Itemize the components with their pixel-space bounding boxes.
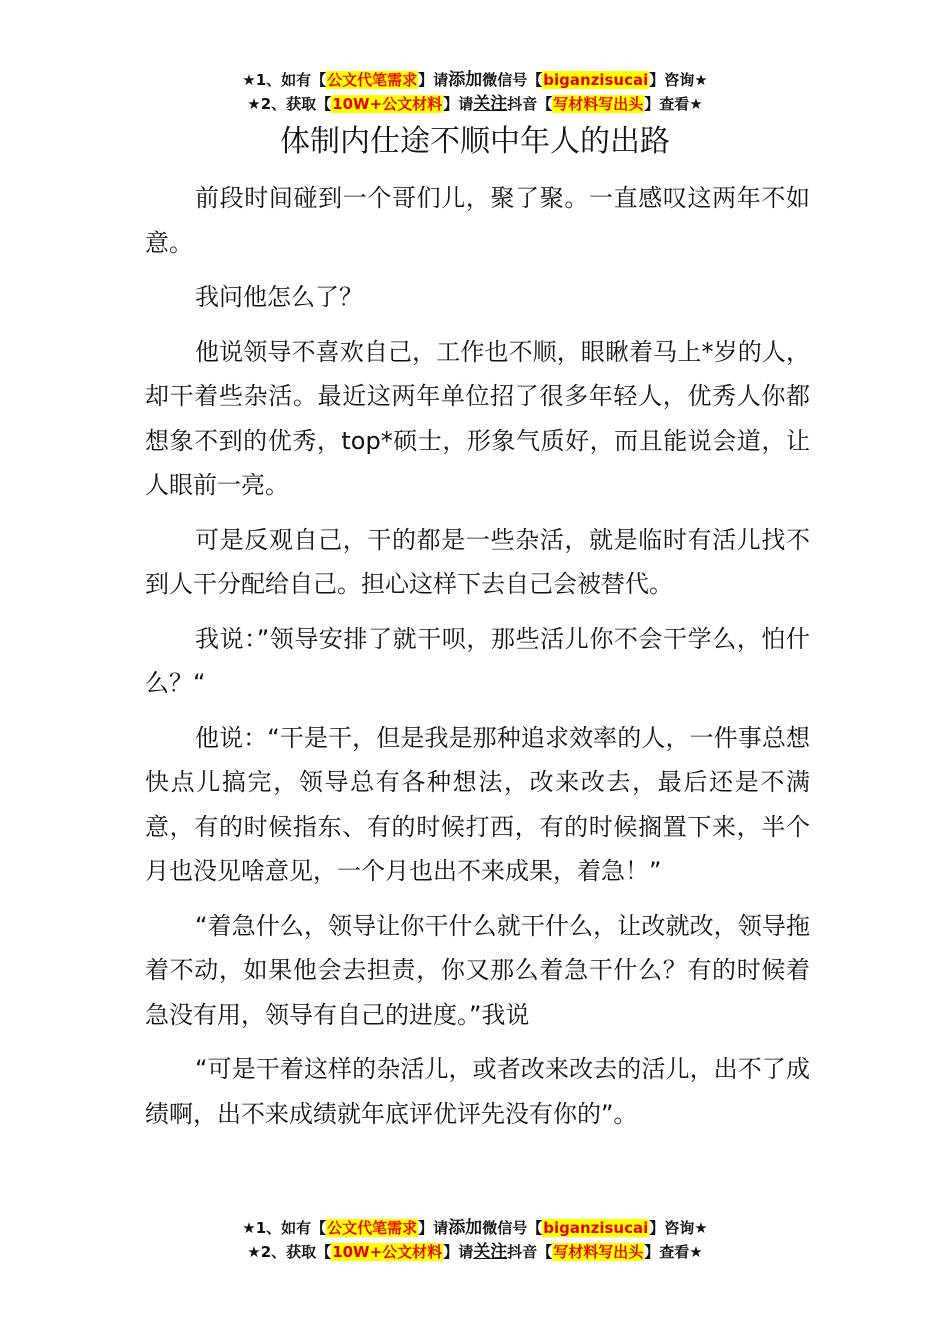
document-title: 体制内仕途不顺中年人的出路 [280, 124, 670, 159]
banner-highlight-wechat: biganzisucai [543, 71, 649, 89]
banner-line-2: ★2、获取【10W+公文材料】请关注抖音【写材料写出头】查看★ [247, 1242, 703, 1262]
banner-line-1: ★1、如有【公文代笔需求】请添加微信号【biganzisucai】咨询★ [242, 70, 708, 90]
document-body [145, 176, 810, 1146]
header-banner [0, 68, 950, 116]
paragraph: 前段时间碰到一个哥们儿，聚了聚。一直感叹这两年不如意。 [145, 184, 810, 257]
paragraph: 可是反观自己，干的都是一些杂活，就是临时有活儿找不到人干分配给自己。担心这样下去自己会被替代。 [145, 525, 810, 598]
banner-line-2: ★2、获取【10W+公文材料】请关注抖音【写材料写出头】查看★ [247, 94, 703, 114]
paragraph: 我问他怎么了？ [195, 283, 363, 311]
banner-highlight-douyin: 写材料写出头 [553, 95, 644, 113]
banner-highlight-douyin: 写材料写出头 [553, 1243, 644, 1261]
paragraph: 我说：”领导安排了就干呗，那些活儿你不会干学么，怕什么？“ [145, 624, 810, 697]
banner-highlight-materials: 10W+公文材料 [332, 95, 443, 113]
paragraph: “可是干着这样的杂活儿，或者改来改去的活儿，出不了成绩啊，出不来成绩就年底评优评先没有你的”。 [145, 1055, 810, 1128]
banner-highlight-materials: 10W+公文材料 [332, 1243, 443, 1261]
paragraph: “着急什么，领导让你干什么就干什么，让改就改，领导拖着不动，如果他会去担责，你又那么着急干什么？有的时候着急没有用，领导有自己的进度。”我说 [145, 911, 810, 1029]
paragraph: 他说领导不喜欢自己，工作也不顺，眼瞅着马上*岁的人，却干着些杂活。最近这两年单位招了很多年轻人，优秀人你都想象不到的优秀，top*硕士，形象气质好，而且能说会道，让人眼前一亮。 [145, 337, 810, 499]
banner-highlight-wechat: biganzisucai [543, 1219, 649, 1237]
footer-banner [0, 1216, 950, 1264]
banner-highlight-service: 公文代笔需求 [327, 1219, 418, 1237]
banner-highlight-service: 公文代笔需求 [327, 71, 418, 89]
paragraph: 他说：“干是干，但是我是那种追求效率的人，一件事总想快点儿搞完，领导总有各种想法，改来改去，最后还是不满意，有的时候指东、有的时候打西，有的时候搁置下来，半个月也没见啥意见，一个月也出不来成果，着急！” [145, 723, 810, 885]
banner-line-1: ★1、如有【公文代笔需求】请添加微信号【biganzisucai】咨询★ [242, 1218, 708, 1238]
